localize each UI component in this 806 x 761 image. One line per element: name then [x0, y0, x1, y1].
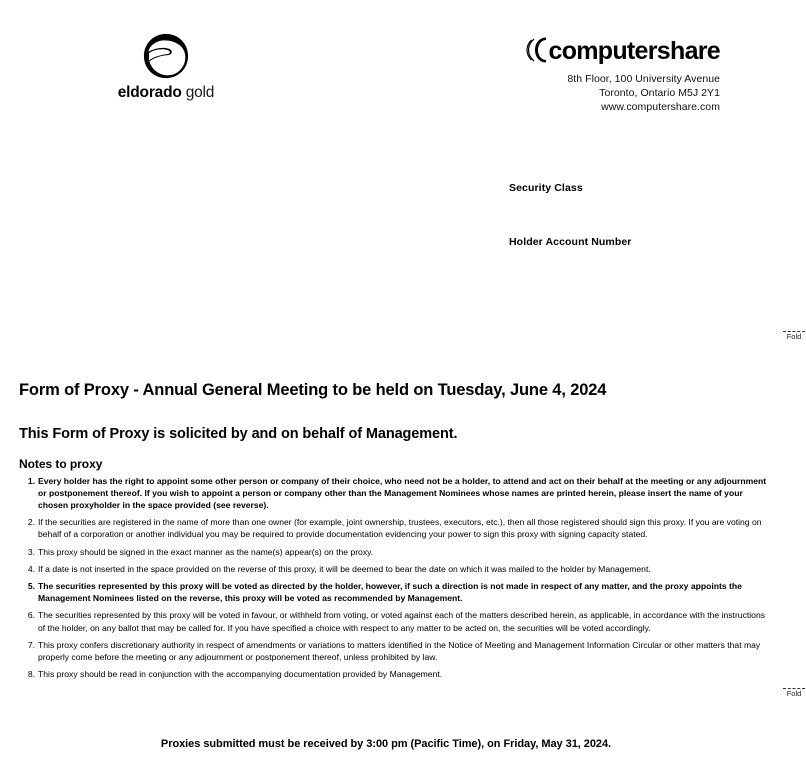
- note-text: This proxy should be read in conjunction with the accompanying documentation provided by Management.: [38, 669, 443, 680]
- note-number: 7.: [27, 639, 35, 650]
- note-item: [19, 516, 771, 540]
- security-class-label: Security Class: [509, 182, 583, 194]
- transfer-agent-address: [420, 73, 720, 115]
- note-item: [19, 475, 771, 512]
- note-number: 6.: [27, 610, 35, 621]
- note-item: [19, 563, 771, 575]
- fold-mark-bottom: [781, 688, 806, 698]
- proxy-deadline-text: Proxies submitted must be received by 3:00 pm (Pacific Time), on Friday, May 31, 2024.: [160, 738, 612, 750]
- transfer-agent-block: [420, 36, 720, 115]
- note-number: 3.: [27, 546, 35, 557]
- note-item: [19, 546, 771, 558]
- address-line-2: Toronto, Ontario M5J 2Y1: [599, 86, 720, 99]
- page-title: Form of Proxy - Annual General Meeting to be held on Tuesday, June 4, 2024: [19, 381, 607, 399]
- note-number: 1.: [27, 475, 35, 486]
- note-text: Every holder has the right to appoint some other person or company of their choice, who need not be a holder, to attend and act on their behalf at the meeting or any adjournment or postponement thereof. If you wish to appoint a person or company other than the Management Nominees whose names are printed herein, please insert the name of your chosen proxyholder in the space provided (see reverse).: [38, 475, 767, 511]
- fold-label: Fold: [786, 332, 802, 341]
- note-item: [19, 609, 771, 633]
- document-body: [19, 381, 771, 685]
- note-item: [19, 668, 771, 680]
- address-line-1: 8th Floor, 100 University Avenue: [567, 73, 720, 85]
- note-item: [19, 639, 771, 663]
- note-text: If a date is not inserted in the space provided on the reverse of this proxy, it will be deemed to bear the date on which it was mailed to the holder by Management.: [38, 563, 651, 574]
- notes-list: [19, 475, 771, 681]
- eldorado-circle-mark-icon: [143, 33, 189, 79]
- note-number: 4.: [27, 563, 35, 574]
- computershare-wordmark: computershare: [548, 37, 720, 66]
- note-text: The securities represented by this proxy will be voted in favour, or withheld from voting, or voted against each of the matters described herein, as applicable, in accordance with the instructions of the holder, on any ballot that may be called for. If you have specified a choice with respect to any matter to be acted on, the securities will be voted accordingly.: [38, 610, 766, 633]
- proxy-deadline-note: [0, 738, 806, 750]
- note-text: If the securities are registered in the name of more than one owner (for example, joint ownership, trustees, executors, etc.), then all those registered should sign this proxy. If you are voting on behalf of a corporation or another individual you may be required to provide documentation evidencing your power to sign this proxy with signing capacity stated.: [38, 517, 762, 540]
- issuer-logo: [76, 33, 256, 101]
- issuer-wordmark: [76, 85, 256, 101]
- document-subtitle: This Form of Proxy is solicited by and on behalf of Management.: [19, 425, 458, 442]
- notes-heading: Notes to proxy: [19, 456, 103, 471]
- address-line-3: www.computershare.com: [601, 100, 720, 113]
- fold-label: Fold: [786, 689, 802, 698]
- note-text: The securities represented by this proxy will be voted as directed by the holder, however, if such a direction is not made in respect of any matter, and the proxy appoints the Management Nominees listed on the reverse, this proxy will be voted as recommended by Management.: [38, 581, 742, 604]
- note-text: This proxy should be signed in the exact manner as the name(s) appear(s) on the proxy.: [38, 546, 374, 557]
- note-item: [19, 580, 771, 604]
- note-number: 8.: [27, 669, 35, 680]
- issuer-wordmark-bold: eldorado: [117, 84, 182, 101]
- note-number: 5.: [27, 581, 35, 592]
- note-number: 2.: [27, 517, 35, 528]
- holder-account-number-label: Holder Account Number: [509, 236, 632, 248]
- issuer-wordmark-light: gold: [185, 84, 215, 101]
- note-text: This proxy confers discretionary authority in respect of amendments or variations to matters identified in the Notice of Meeting and Management Information Circular or other matters that may properly come before the meeting or any adjournment or postponement thereof, unless prohibited by law.: [38, 639, 761, 663]
- computershare-c-icon: [526, 36, 547, 63]
- computershare-logo: [420, 36, 720, 64]
- fold-mark-top: [781, 331, 806, 341]
